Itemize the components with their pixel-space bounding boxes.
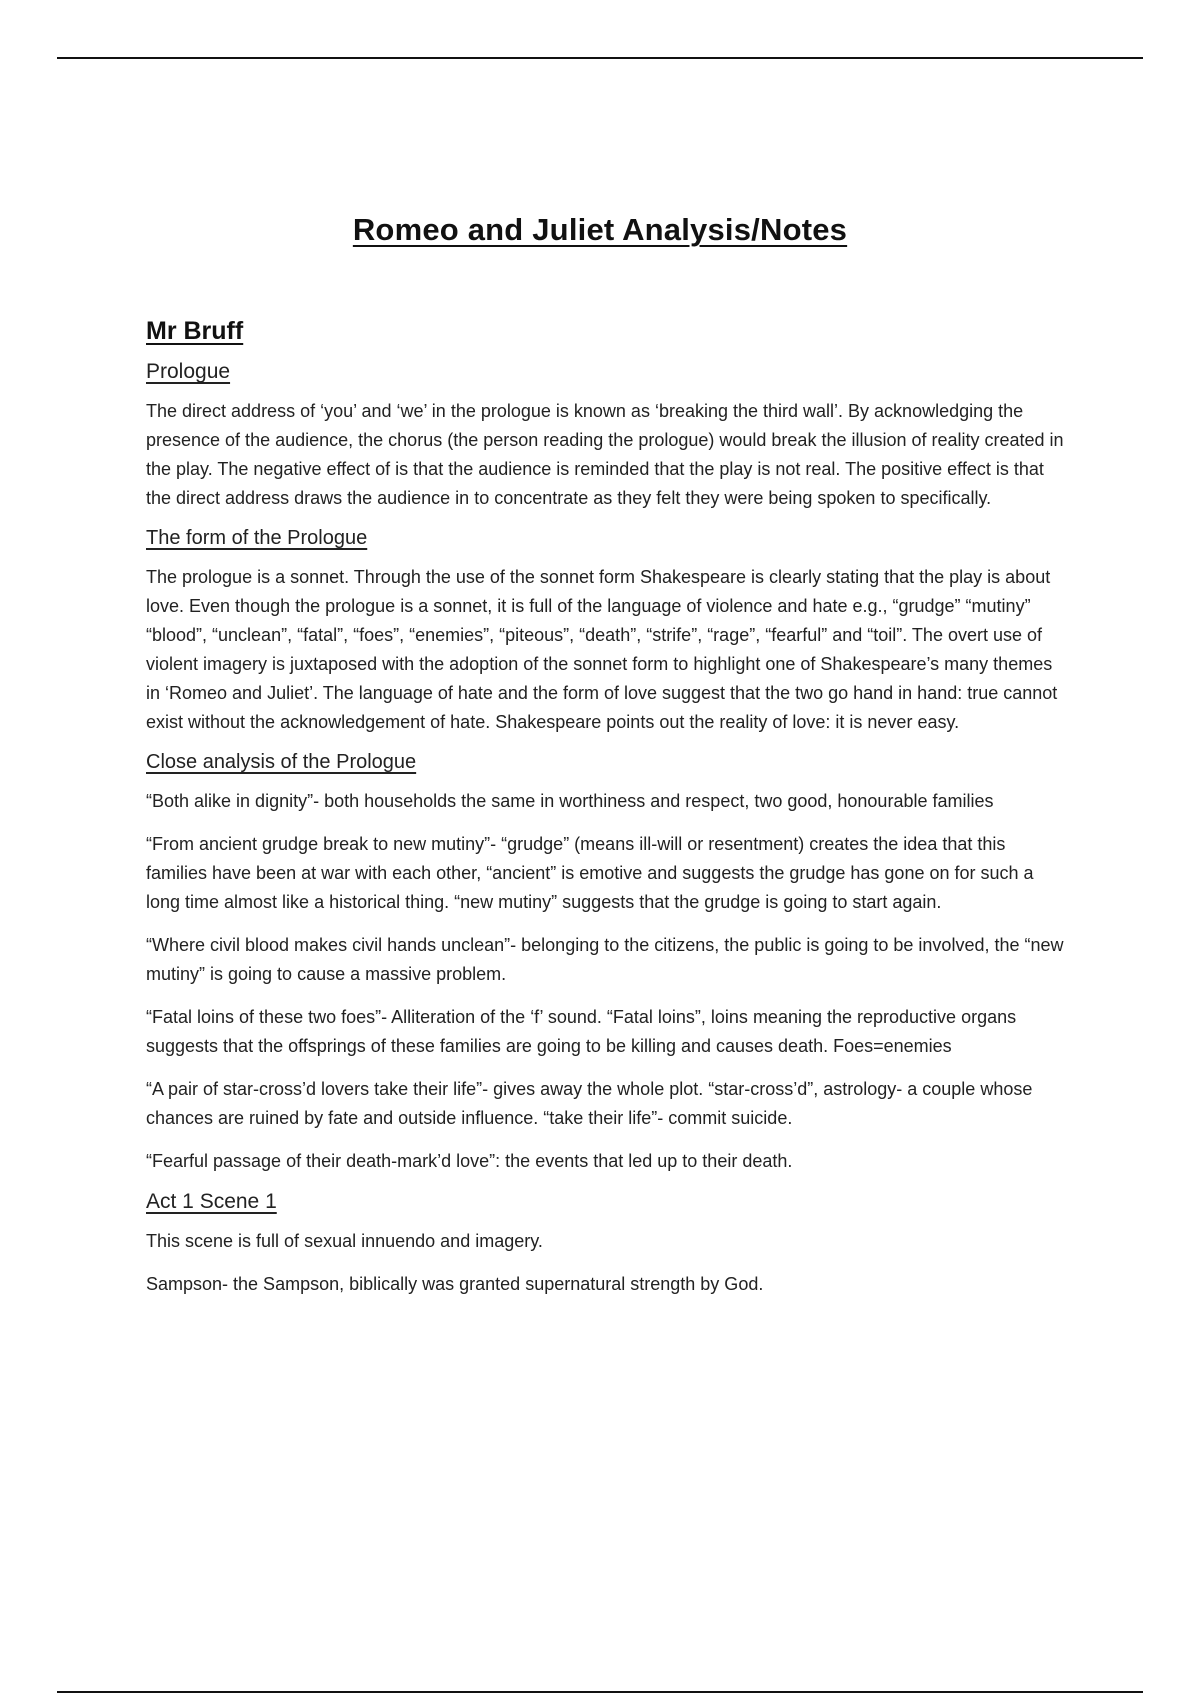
paragraph-form-of-prologue: The prologue is a sonnet. Through the use of the sonnet form Shakespeare is clearly stating that the play is about love. Even though the prologue is a sonnet, it is full of the language of violence and hate e.g., “grudge” “mutiny” “blood”, “unclean”, “fatal”, “foes”, “enemies”, “piteous”, “death”, “strife”, “rage”, “fearful” and “toil”. The overt use of violent imagery is juxtaposed with the adoption of the sonnet form to highlight one of Shakespeare’s many themes in ‘Romeo and Juliet’. The language of hate and the form of love suggest that the two go hand in hand: true cannot exist without the acknowledgement of hate. Shakespeare points out the reality of love: it is never easy.: [146, 567, 1058, 732]
section-heading-act1-scene1: Act 1 Scene 1: [146, 1190, 277, 1213]
paragraph-quote-ancient-grudge: “From ancient grudge break to new mutiny”- “grudge” (means ill-will or resentment) creates the idea that this families have been at war with each other, “ancient” is emotive and suggests the grudge has gone on for such a long time almost like a historical thing. “new mutiny” suggests that the grudge is going to start again.: [146, 834, 1034, 912]
paragraph-quote-fatal-loins: “Fatal loins of these two foes”- Alliteration of the ‘f’ sound. “Fatal loins”, loins meaning the reproductive organs suggests that the offsprings of these families are going to be killing and causes death. Foes=enemies: [146, 1007, 1017, 1056]
paragraph-act1-innuendo: This scene is full of sexual innuendo and imagery.: [146, 1231, 543, 1251]
bottom-rule: [57, 1691, 1143, 1693]
paragraph-quote-star-crossed: “A pair of star-cross’d lovers take their life”- gives away the whole plot. “star-cross’d”, astrology- a couple whose chances are ruined by fate and outside influence. “take their life”- commit suicide.: [146, 1079, 1033, 1128]
paragraph-prologue-intro: The direct address of ‘you’ and ‘we’ in the prologue is known as ‘breaking the third wall’. By acknowledging the presence of the audience, the chorus (the person reading the prologue) would break the illusion of reality created in the play. The negative effect of is that the audience is reminded that the play is not real. The positive effect is that the direct address draws the audience in to concentrate as they felt they were being spoken to specifically.: [146, 401, 1064, 508]
paragraph-quote-dignity: “Both alike in dignity”- both households the same in worthiness and respect, two good, honourable families: [146, 791, 994, 811]
section-heading-form-of-prologue: The form of the Prologue: [146, 527, 368, 549]
author-heading: Mr Bruff: [146, 317, 244, 345]
section-heading-close-analysis: Close analysis of the Prologue: [146, 751, 417, 773]
section-heading-prologue: Prologue: [146, 360, 231, 383]
top-rule: [57, 57, 1143, 59]
paragraph-quote-fearful-passage: “Fearful passage of their death-mark’d love”: the events that led up to their death.: [146, 1151, 793, 1171]
paragraph-act1-sampson: Sampson- the Sampson, biblically was granted supernatural strength by God.: [146, 1274, 764, 1294]
paragraph-quote-civil-blood: “Where civil blood makes civil hands unclean”- belonging to the citizens, the public is going to be involved, the “new mutiny” is going to cause a massive problem.: [146, 935, 1064, 984]
document-title: Romeo and Juliet Analysis/Notes: [352, 212, 848, 247]
document-body: [146, 317, 1066, 1313]
